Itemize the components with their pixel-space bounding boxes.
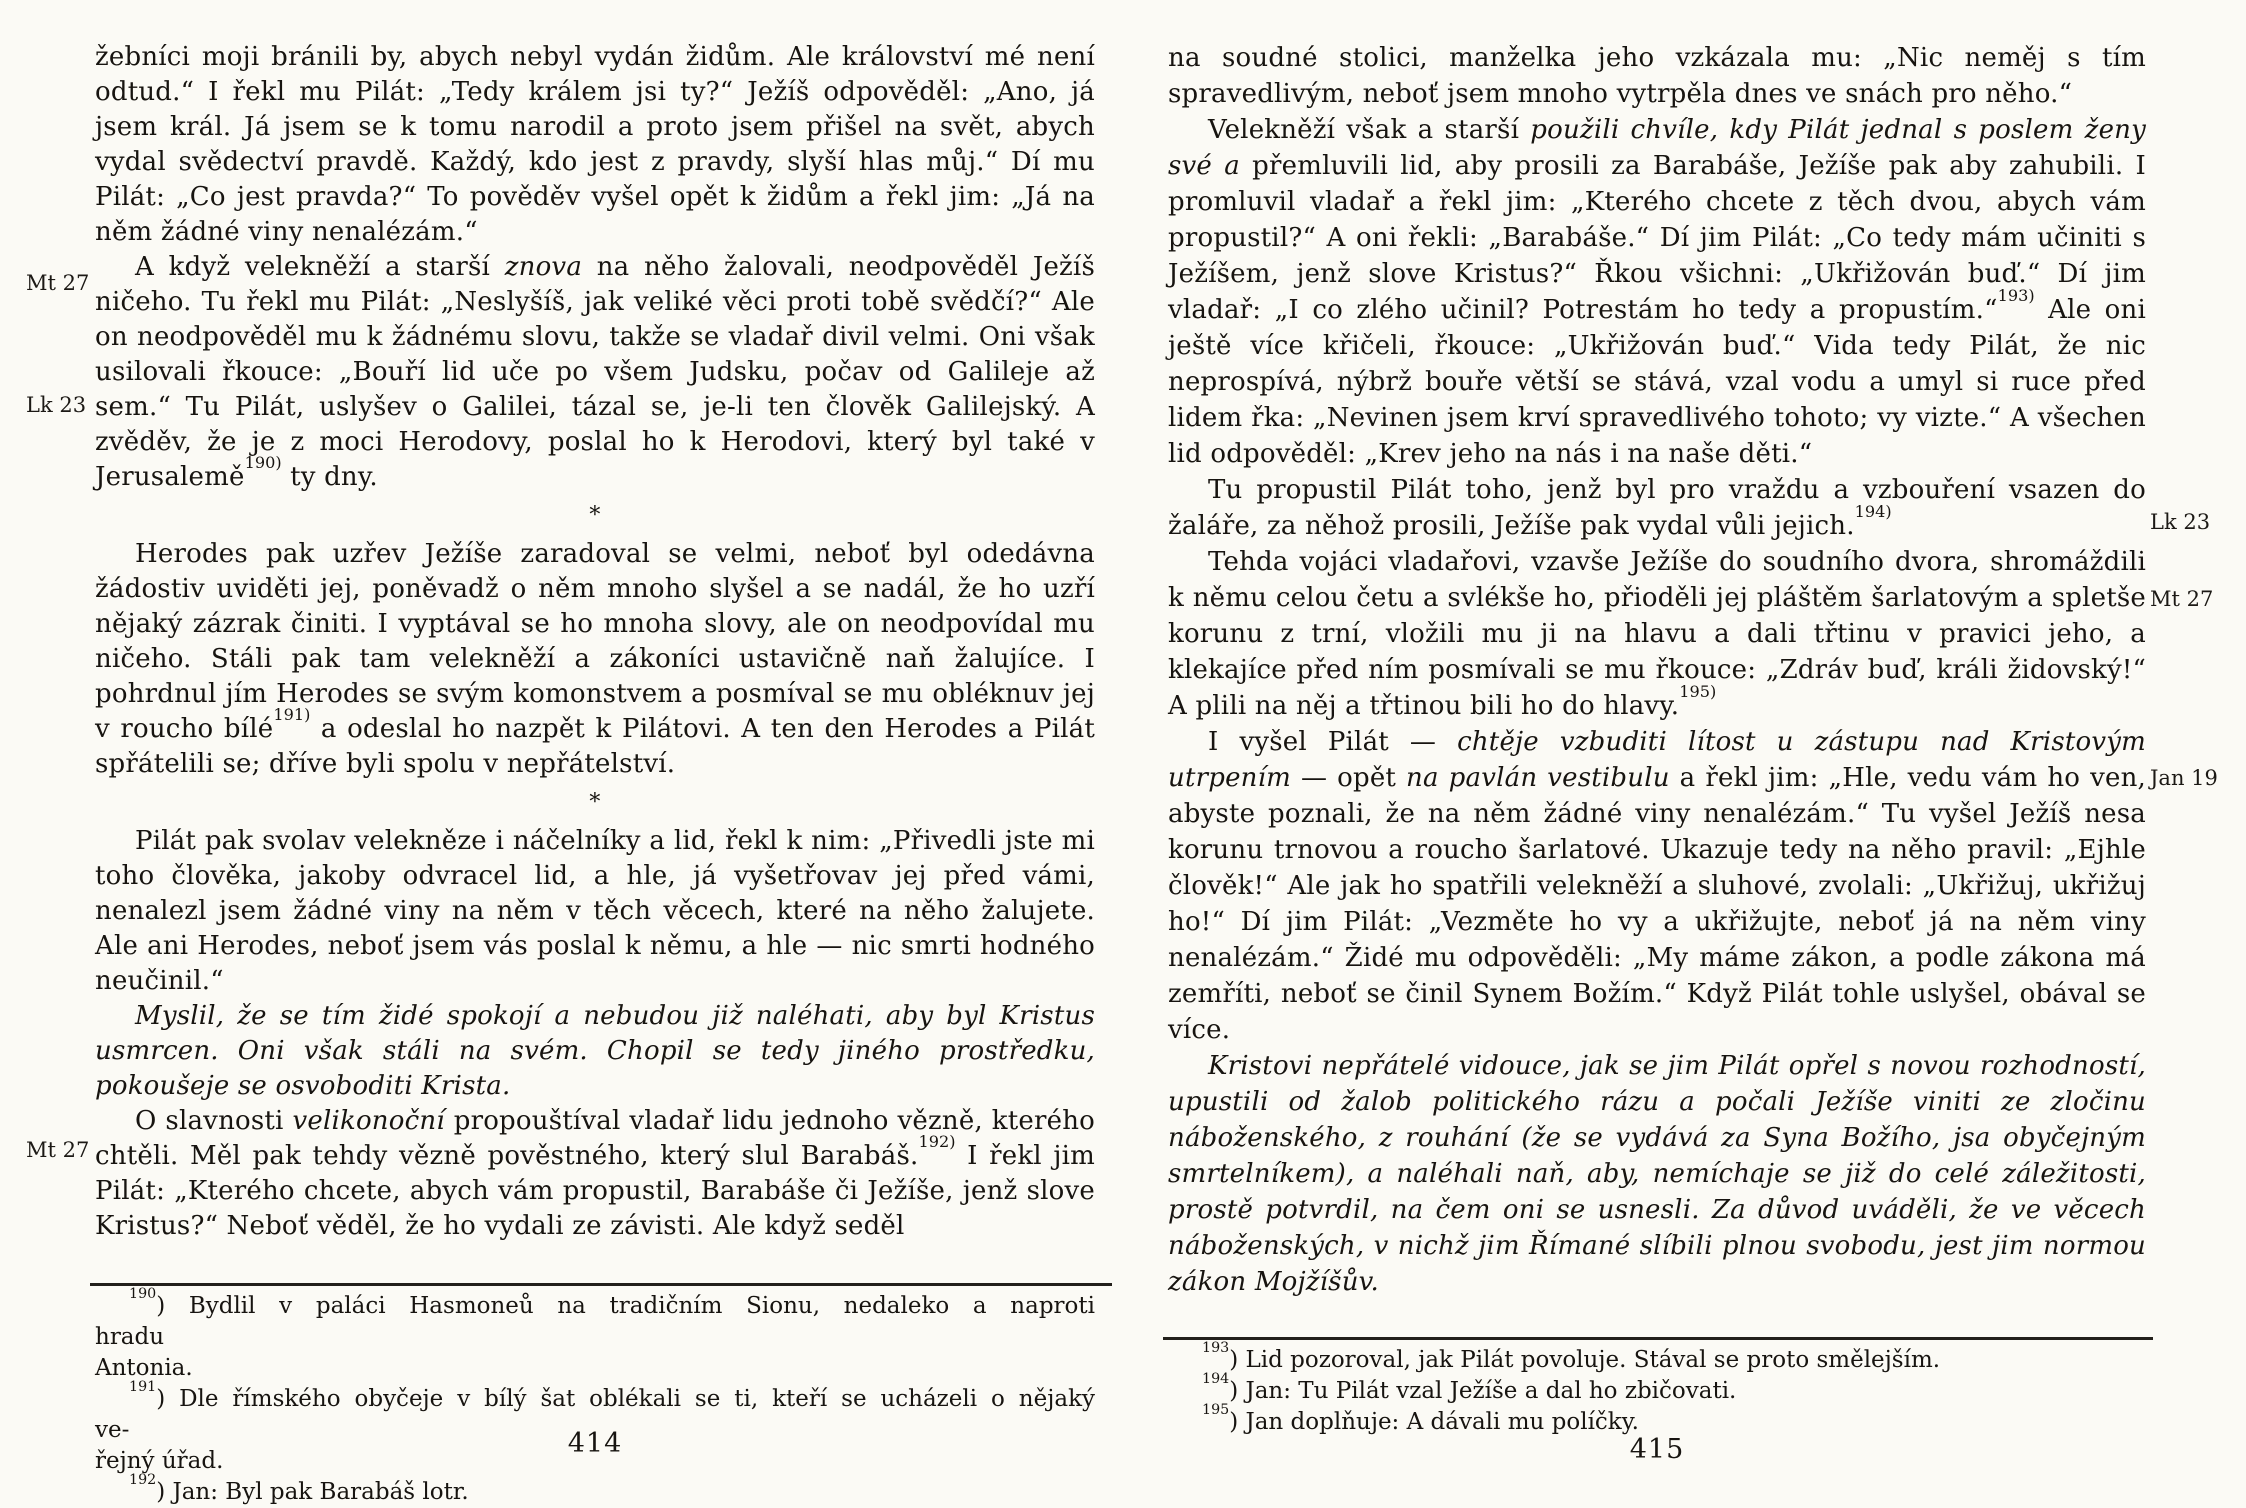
text-run: Tehda vojáci vladařovi, vzavše Ježíše do soudního dvora, shromáždili k němu celou četu a svlékše ho, přioděli jej pláštěm šarlatovým a spletše korunu z trní, vložili mu ji na hlavu a dali třtinu v pravici jeho, a klekajíce před ním posmívali se mu řkouce: „Zdráv buď, králi židovský!“ A plili na něj a třtinou bili ho do hlavy. bbox=[1168, 547, 2146, 721]
page-left-body bbox=[95, 40, 1095, 1244]
text-run: přemluvili lid, aby prosili za Barabáše, Ježíše pak aby zahubili. I promluvil vladař a řekl jim: „Kterého chcete z těch dvou, abych vám propustil?“ A oni řekli: „Barabáše.“ Dí jim Pilát: „Co tedy mám učiniti s Ježíšem, jenž slove Kristus?“ Řkou všichni: „Ukřižován buď.“ Dí jim vladař: „I co zlého učinil? Potrestám ho tedy a propustím.“ bbox=[1168, 151, 2146, 325]
text-run: I řekl jim Pilát: „Kterého chcete, abych vám propustil, Barabáše či Ježíše, jenž slove Kristus?“ Neboť věděl, že ho vydali ze závisti. Ale když seděl bbox=[95, 1141, 1095, 1241]
footnote-text: ) Bydlil v paláci Hasmoneů na tradičním Sionu, nedaleko a naproti hradu bbox=[95, 1293, 1095, 1350]
paragraph bbox=[1168, 112, 2146, 472]
text-run: na soudné stolici, manželka jeho vzkázala mu: „Nic neměj s tím spravedlivým, neboť jsem mnoho vytrpěla dnes ve snách pro něho.“ bbox=[1168, 43, 2146, 109]
margin-ref-lk23-left: Lk 23 bbox=[26, 393, 87, 417]
italic-run: velikonoční bbox=[292, 1106, 445, 1136]
page-number-left: 414 bbox=[567, 1428, 623, 1459]
footnotes-right bbox=[1168, 1339, 2146, 1438]
text-run: Pilát pak svolav velekněze i náčelníky a lid, řekl k nim: „Přivedli jste mi toho člověka, jakoby odvracel lid, a hle, já vyšetřovav jej před vámi, nenalezl jsem žádné viny na něm v těch věcech, které na něho žalujete. Ale ani Herodes, neboť jsem vás poslal k němu, a hle — nic smrti hodného neučinil.“ bbox=[95, 826, 1095, 996]
text-run: a odeslal ho nazpět k Pilátovi. A ten den Herodes a Pilát spřátelili se; dříve byli spolu v nepřátelství. bbox=[95, 714, 1095, 779]
footnote bbox=[95, 1471, 1095, 1508]
italic-run: znova bbox=[504, 252, 583, 282]
text-run: Velekněží však a starší bbox=[1208, 115, 1531, 145]
text-run: na něho žalovali, neodpověděl Ježíš ničeho. Tu řekl mu Pilát: „Neslyšíš, jak veliké věci proti tobě svědčí?“ Ale on neodpověděl mu k žádnému slovu, takže se vladař divil velmi. Oni však usilovali řkouce: „Bouří lid uče po všem Judsku, počav od Galileje až sem.“ Tu Pilát, uslyšev o Galilei, tázal se, je-li ten člověk Galilejský. A zvěděv, že je z moci Herodovy, poslal ho k Herodovi, který byl také v Jerusalemě bbox=[95, 252, 1095, 492]
footnote bbox=[95, 1285, 1095, 1384]
paragraph bbox=[1168, 724, 2146, 1048]
footnote-number: 192 bbox=[129, 1471, 157, 1488]
margin-ref-jan19-right: Jan 19 bbox=[2150, 766, 2218, 790]
footnote-ref: 191) bbox=[273, 705, 311, 725]
margin-ref-mt27-right: Mt 27 bbox=[2150, 587, 2214, 611]
footnote-ref: 190) bbox=[244, 453, 282, 473]
footnote-text: ) Jan: Byl pak Barabáš lotr. bbox=[156, 1479, 469, 1505]
page-right-415 bbox=[1123, 0, 2246, 1500]
page-left-414 bbox=[0, 0, 1123, 1505]
page-number-right: 415 bbox=[1629, 1434, 1685, 1465]
footnote-ref: 194) bbox=[1854, 502, 1892, 522]
text-run: Kristovi nepřátelé vidouce, jak se jim Pilát opřel s novou rozhodností, upustili od žalob politického rázu a počali Ježíše viniti ze zločinu náboženského, z rouhání (že se vydává za Syna Božího, jsa obyčejným smrtelníkem), a naléhali naň, aby, nemíchaje se již do celé záležitosti, prostě potvrdil, na čem oni se usnesli. Za důvod uváděli, že ve věcech náboženských, v nichž jim Římané slíbili plnou svobodu, jest jim normou zákon Mojžíšův. bbox=[1168, 1051, 2146, 1297]
paragraph bbox=[95, 824, 1095, 999]
footnote-number: 193 bbox=[1202, 1339, 1230, 1356]
paragraph bbox=[1168, 544, 2146, 724]
section-separator-star: * bbox=[589, 790, 601, 815]
paragraph bbox=[1168, 472, 2146, 544]
footnote-ref: 192) bbox=[918, 1132, 956, 1152]
margin-ref-lk23-right: Lk 23 bbox=[2150, 510, 2211, 534]
footnote-text-cont: Antonia. bbox=[95, 1355, 193, 1381]
margin-ref-mt27b-left: Mt 27 bbox=[26, 1138, 90, 1162]
text-run: žebníci moji bránili by, abych nebyl vydán židům. Ale království mé není odtud.“ I řekl mu Pilát: „Tedy králem jsi ty?“ Ježíš odpověděl: „Ano, já jsem král. Já jsem se k tomu narodil a proto jsem přišel na svět, abych vydal svědectví pravdě. Každý, kdo jest z pravdy, slyší hlas můj.“ Dí mu Pilát: „Co jest pravda?“ To pověděv vyšel opět k židům a řekl jim: „Já na něm žádné viny nenalézám.“ bbox=[95, 42, 1095, 247]
footnote-number: 191 bbox=[129, 1378, 157, 1395]
text-run: ty dny. bbox=[281, 462, 378, 492]
footnote-divider bbox=[1163, 1337, 2153, 1340]
paragraph bbox=[95, 250, 1095, 495]
footnote bbox=[1168, 1370, 2146, 1407]
text-run: Ale oni ještě více křičeli, řkouce: „Ukřižován buď.“ Vida tedy Pilát, že nic neprospívá, nýbrž bouře větší se stává, vzal vodu a umyl si ruce před lidem řka: „Nevinen jsem krví spravedlivého tohoto; vy vizte.“ A všechen lid odpověděl: „Krev jeho na nás i na naše děti.“ bbox=[1168, 295, 2146, 469]
text-run: — opět bbox=[1290, 763, 1407, 793]
footnote-number: 190 bbox=[129, 1285, 157, 1302]
footnote-text: ) Lid pozoroval, jak Pilát povoluje. Stával se proto smělejším. bbox=[1229, 1347, 1941, 1373]
text-run: Myslil, že se tím židé spokojí a nebudou již naléhati, aby byl Kristus usmrcen. Oni však stáli na svém. Chopil se tedy jiného prostředku, pokoušeje se osvoboditi Krista. bbox=[95, 1001, 1095, 1101]
italic-run: na pavlán vestibulu bbox=[1406, 763, 1670, 793]
margin-ref-mt27-left: Mt 27 bbox=[26, 271, 90, 295]
footnote bbox=[1168, 1339, 2146, 1376]
text-run: propouštíval vladař lidu jednoho vězně, kterého chtěli. Měl pak tehdy vězně pověstného, který slul Barabáš. bbox=[95, 1106, 1095, 1171]
footnote-text: ) Jan doplňuje: A dávali mu políčky. bbox=[1229, 1409, 1639, 1435]
text-run: Tu propustil Pilát toho, jenž byl pro vraždu a vzbouření vsazen do žaláře, za něhož prosili, Ježíše pak vydal vůli jejich. bbox=[1168, 475, 2146, 541]
text-run: O slavnosti bbox=[135, 1106, 293, 1136]
text-run: A když velekněží a starší bbox=[135, 252, 505, 282]
footnote-text-cont: řejný úřad. bbox=[95, 1448, 224, 1474]
footnotes-left bbox=[95, 1285, 1095, 1508]
paragraph bbox=[1168, 40, 2146, 112]
text-run: I vyšel Pilát — bbox=[1208, 727, 1458, 757]
paragraph bbox=[95, 40, 1095, 250]
section-separator-star: * bbox=[589, 503, 601, 528]
italic-run: chtěje vzbuditi lítost u zástupu nad Kristovým utrpením bbox=[1168, 727, 2146, 793]
footnote-number: 195 bbox=[1202, 1401, 1230, 1418]
footnote-ref: 195) bbox=[1679, 682, 1717, 702]
footnote-number: 194 bbox=[1202, 1370, 1230, 1387]
paragraph-commentary bbox=[95, 999, 1095, 1104]
footnote-text: ) Dle římského obyčeje v bílý šat oblékali se ti, kteří se ucházeli o nějaký ve- bbox=[95, 1386, 1095, 1443]
footnote-ref: 193) bbox=[1997, 286, 2035, 306]
page-right-body bbox=[1168, 40, 2146, 1300]
footnote-divider bbox=[90, 1283, 1112, 1286]
text-run: a řekl jim: „Hle, vedu vám ho ven, abyste poznali, že na něm žádné viny nenalézám.“ Tu vyšel Ježíš nesa korunu trnovou a roucho šarlatové. Ukazuje tedy na něho pravil: „Ejhle člověk!“ Ale jak ho spatřili velekněží a sluhové, zvolali: „Ukřižuj, ukřižuj ho!“ Dí jim Pilát: „Vezměte ho vy a ukřižujte, neboť já na něm viny nenalézám.“ Židé mu odpověděli: „My máme zákon, a podle zákona má zemříti, neboť se činil Synem Božím.“ Když Pilát tohle uslyšel, obával se více. bbox=[1168, 763, 2146, 1045]
text-run: Herodes pak uzřev Ježíše zaradoval se velmi, neboť byl odedávna žádostiv uviděti jej, poněvadž o něm mnoho slyšel a se nadál, že ho uzří nějaký zázrak činiti. I vyptával se ho mnoha slovy, ale on neodpovídal mu ničeho. Stáli pak tam velekněží a zákoníci ustavičně naň žalujíce. I pohrdnul jím Herodes se svým komonstvem a posmíval se mu obléknuv jej v roucho bílé bbox=[95, 539, 1095, 744]
paragraph bbox=[95, 537, 1095, 782]
footnote-text: ) Jan: Tu Pilát vzal Ježíše a dal ho zbičovati. bbox=[1229, 1378, 1737, 1404]
paragraph-commentary bbox=[1168, 1048, 2146, 1300]
italic-run: použili chvíle, kdy Pilát jednal s poslem ženy své a bbox=[1168, 115, 2146, 181]
paragraph bbox=[95, 1104, 1095, 1244]
